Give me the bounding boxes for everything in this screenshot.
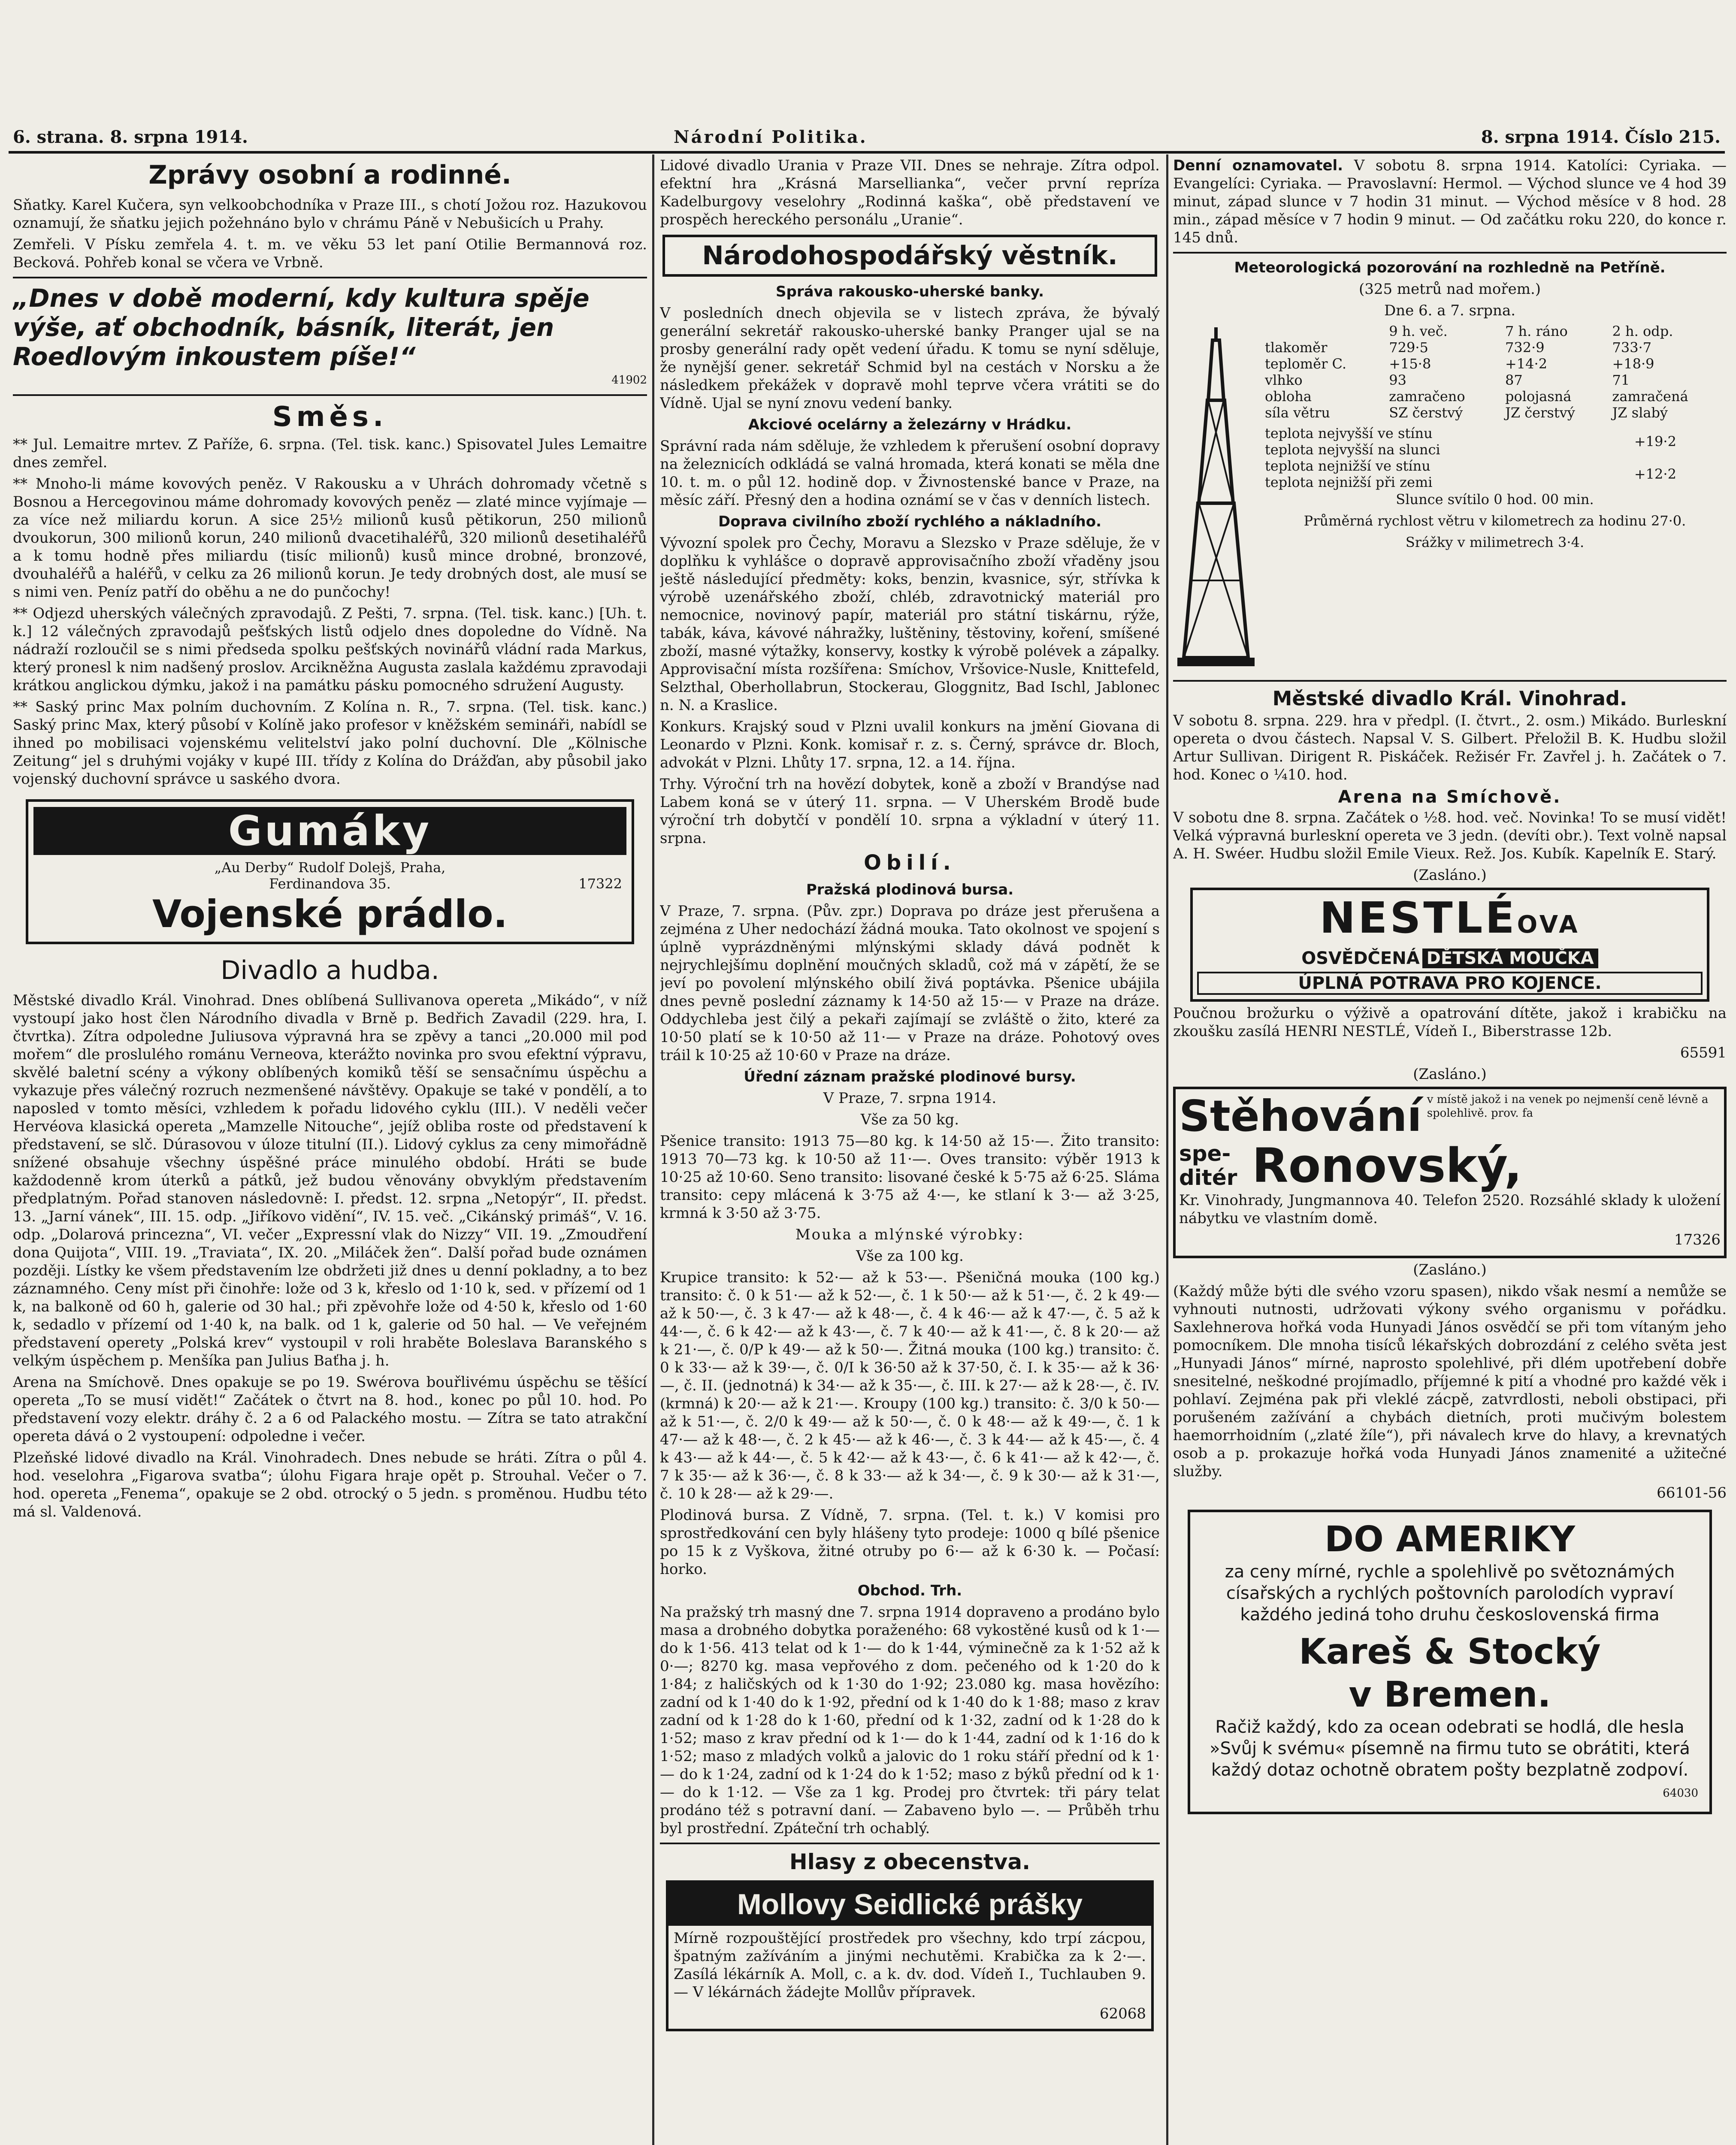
met-cell: +18·9 xyxy=(1612,356,1654,372)
article-marriage: Sňatky. Karel Kučera, syn velkoobchodníka v Praze III., s chotí Jožou roz. Hazukovou oznamují, že sňatku jejich požehnáno bylo v chrámu Páně v Nebušicích u Prahy. xyxy=(13,196,647,232)
article-bank: V posledních dnech objevila se v listech zpráva, že bývalý generální sekretář rakousko-uherské banky Pranger ujal se na prosby generální rady opět vedení úřadu. K tomu se nyní sděluje, že nynější gener. sekretář Schmid byl na cestách v Norsku a že následkem překážek v dopravě mohl teprve včera vrátiti se do Vídně. Ujal se nyní znovu vedení banky. xyxy=(660,305,1160,412)
section-title-grain: Obilí. xyxy=(864,851,956,875)
ink-slogan: „Dnes v době moderní, kdy kultura spěje výše, ať obchodník, básník, literát, jen Roedlovým inkoustem píše!“ xyxy=(13,284,590,371)
section-title-public-voices: Hlasy z obecenstva. xyxy=(789,1849,1031,1874)
met-cell: 71 xyxy=(1612,372,1630,388)
ad-gumaky-bottom: Vojenské prádlo. xyxy=(152,892,508,936)
page-header xyxy=(4,124,1729,150)
ad-gumaky-title: Gumáky xyxy=(33,807,626,855)
ad-nestle-ova: OVA xyxy=(1517,911,1580,939)
hunyadi-number: 66101-56 xyxy=(1657,1484,1727,1502)
met-cell: 729·5 xyxy=(1389,339,1428,356)
ad-ronovsky-top xyxy=(1179,1093,1721,1140)
heading-steelworks: Akciové ocelárny a železárny v Hrádku. xyxy=(748,416,1072,433)
met-cell: síla větru xyxy=(1265,405,1330,421)
ad-gumaky xyxy=(26,799,634,944)
met-cell: 732·9 xyxy=(1505,339,1545,356)
heading-bourse: Pražská plodinová bursa. xyxy=(806,881,1014,898)
ad-ronovsky-name: Ronovský, xyxy=(1252,1138,1522,1193)
ad-nestle-bottom: ÚPLNÁ POTRAVA PRO KOJENCE. xyxy=(1197,972,1703,995)
bourse-prices-grain: Pšenice transito: 1913 75—80 kg. k 14·50 až 15·—. Žito transito: 1913 70—73 kg. k 10·50 až 11·—. Oves transito: výběr 1913 k 10·25 až 10·60. Seno transito: lisované české k 5·75 až 6·25. Sláma transito: cepy mlácená k 3·75 až 4·—, ke stlaní k 3·— až 3·25, krmná k 3·50 až 3·75. xyxy=(660,1133,1160,1222)
vinohrady-program: V sobotu 8. srpna. 229. hra v předpl. (I. čtvrt., 2. osm.) Mikádo. Burleskní opereta o dvou částech. Napsal V. S. Gilbert. Přeložil B. K. Hudbu složil Artur Sullivan. Dirigent R. Piskáček. Režisér Fr. Zavřel j. h. Začátek o 7. hod. Konec o ¼10. hod. xyxy=(1173,712,1727,783)
section-title-smes: Směs. xyxy=(272,401,388,433)
ad-america-text: za ceny mírné, rychle a spolehlivě po světoznámých císařských a rychlých poštovních parolodích vypraví každého jediná toho druhu československá firma xyxy=(1225,1562,1675,1625)
ad-america-footer: Račiž každý, kdo za ocean odebrati se hodlá, dle hesla »Svůj k svému« písemně na firmu tuto se obrátiti, která každý dotaz ochotně obratem pošty bezplatně zodpoví. xyxy=(1210,1717,1690,1780)
ad-nestle xyxy=(1190,888,1709,1002)
section-title-economy-box xyxy=(662,235,1157,277)
heading-official-record: Úřední záznam pražské plodinové bursy. xyxy=(744,1068,1076,1085)
zaslano-label: (Zasláno.) xyxy=(1413,867,1487,884)
ad-gumaky-line1: „Au Derby“ Rudolf Dolejš, Praha, xyxy=(214,859,446,876)
ad-america-title: DO AMERIKY xyxy=(1325,1519,1575,1560)
precipitation: Srážky v milimetrech 3·4. xyxy=(1405,534,1585,550)
met-head-cell xyxy=(1263,323,1387,339)
met-cell: 87 xyxy=(1505,372,1523,388)
ad-ronovsky-address: Kr. Vinohrady, Jungmannova 40. Telefon 2520. Rozsáhlé sklady k uložení nábytku ve vlastním domě. xyxy=(1179,1192,1721,1227)
temp-value: +12·2 xyxy=(1634,466,1676,482)
nestle-number: 65591 xyxy=(1680,1044,1727,1061)
ad-ronovsky xyxy=(1173,1087,1727,1258)
column-2 xyxy=(660,157,1160,2145)
ad-moll xyxy=(666,1880,1154,2031)
nestle-text: Poučnou brožurku o výživě a opatrování dítěte, jakož i krabičku na zkoušku zasílá HENRI NESTLÉ, Vídeň I., Biberstrasse 12b. xyxy=(1173,1005,1727,1040)
article-hunyadi: (Každý může býti dle svého vzoru spasen), nikdo však nesmí a nemůže se vyhnouti nutnosti, udržovati výkony svého organismu v pořádku. Saxlehnerova hořká voda Hunyadi János osvědčí se při tom vítaným jeho pomocníkem. Dle mnoha tisíců lékařských dobrozdání z celého světa jest „Hunyadi János“ mírné, naprosto spolehlivé, při dlém upotřebení dobře snesitelné, neškodné projímadlo, příjemné k pití a vhodné pro každé věk i pohlaví. Zejména pak při vleklé zácpě, zatvrdlosti, neboli obstipaci, při porušeném zažívání a chybách dietních, proti mučivým bolestem haemorrhoidním („zlaté žíle“), při návalech krve do hlavy, a krevnatých osob a p. prokazuje hořká voda Hunyadi János znamenité a užitečné služby. xyxy=(1173,1283,1727,1480)
ad-america-firm: Kareš & Stocký xyxy=(1299,1631,1601,1672)
slogan-number: 41902 xyxy=(611,374,647,387)
ad-america xyxy=(1188,1510,1712,1814)
met-cell: tlakoměr xyxy=(1265,339,1328,356)
ad-ronovsky-side: v místě jakož i na venek po nejmenší ceně lévně a spolehlivě. prov. fa xyxy=(1427,1093,1709,1120)
met-cell: zamračená xyxy=(1612,388,1688,405)
meteorology-date: Dne 6. a 7. srpna. xyxy=(1384,302,1516,319)
heading-transport: Doprava civilního zboží rychlého a nákladního. xyxy=(718,513,1102,530)
zaslano-label: (Zasláno.) xyxy=(1413,1261,1487,1278)
met-cell: obloha xyxy=(1265,388,1312,405)
column-1 xyxy=(13,157,647,2145)
heading-daily-notice: Denní oznamovatel. xyxy=(1173,157,1343,174)
met-cell: polojasná xyxy=(1505,388,1572,405)
arena-program: V sobotu dne 8. srpna. Začátek o ½8. hod. več. Novinka! To se musí vidět! Velká výpravná burleskní opereta ve 3 jedn. (devíti obr.). Text volně napsal A. H. Swéer. Hudbu složil Emile Vieux. Rež. Jos. Kubík. Kapelník E. Starý. xyxy=(1173,809,1727,862)
temperature-table xyxy=(1263,425,1727,490)
ad-nestle-right: DĚTSKÁ MOUČKA xyxy=(1422,949,1598,968)
meteorology-altitude: (325 metrů nad mořem.) xyxy=(1358,281,1541,298)
met-row xyxy=(1263,388,1727,405)
bourse-prices-flour: Krupice transito: k 52·— až k 53·—. Pšeničná mouka (100 kg.) transito: č. 0 k 51·— až k 52·—, č. 1 k 50·— až k 51·—, č. 2 k 49·— až k 50·—, č. 3 k 47·— až k 48·—, č. 4 k 46·— až k 47·—, č. 5 až k 44·—, č. 6 k 42·— až k 43·—, č. 7 k 40·— až k 41·—, č. 8 k 20·— až k 21·—, č. 0/P k 49·— až k 50·—. Žitná mouka (100 kg.) transito: č. 0 k 33·— až k 39·—, č. 0/I k 36·50 až k 37·50, č. I. k 35·— až k 36·—, č. II. (jednotná) k 34·— až k 35·—, č. III. k 27·— až k 28·—, č. IV. (krmná) k 20·— až k 21·—. Kroupy (100 kg.) transito: č. 3/0 k 50·— až k 51·—, č. 2/0 k 49·— až k 50·—, č. 0 k 48·— až k 49·—, č. 1 k 47·— až k 48·—, č. 2 k 45·— až k 46·—, č. 3 k 44·— až k 45·—, č. 4 k 43·— až k 44·—, č. 5 k 42·— až k 43·—, č. 6 k 41·— až k 42·—, č. 7 k 35·— až k 36·—, č. 8 k 33·— až k 34·—, č. 9 k 30·— až k 31·—, č. 10 k 28·— až k 29·—. xyxy=(660,1269,1160,1502)
petrin-tower-icon xyxy=(1173,323,1259,675)
met-cell: +14·2 xyxy=(1505,356,1548,372)
section-title-personal: Zprávy osobní a rodinné. xyxy=(148,160,511,190)
met-row xyxy=(1263,356,1727,372)
temp-label: teplota nejnižší při zemi xyxy=(1265,474,1433,490)
ad-america-number: 64030 xyxy=(1663,1787,1698,1800)
sunshine: Slunce svítilo 0 hod. 00 min. xyxy=(1396,491,1594,508)
ad-ronovsky-middle xyxy=(1179,1140,1721,1191)
article-deaths: Zemřeli. V Písku zemřela 4. t. m. ve věku 53 let paní Otilie Bermannová roz. Becková. Pohřeb konal se včera ve Vrbně. xyxy=(13,236,647,271)
ad-moll-title: Mollovy Seidlické prášky xyxy=(668,1883,1151,1926)
article-transport: Vývozní spolek pro Čechy, Moravu a Slezsko v Praze sděluje, že v doplňku k vyhlášce o dopravě approvisačního zboží vřaděny jsou ještě následující předměty: koks, benzin, kvasnice, sýr, střívka k výrobě uzenářského zboží, chléb, zdravotnický materiál pro nemocnice, novinový papír, materiál pro státní tiskárnu, rýže, tabák, káva, kávové náhražky, luštěniny, těstoviny, koření, smíšené zboží, masné výtažky, konservy, kostky k výrobě polévek a zápalky. Approvisační místa rozšířena: Smíchov, Vršovice-Nusle, Knittefeld, Selzthal, Oberhollabrun, Stockerau, Gloggnitz, Bad Ischl, Jablonec n. N. a Kraslice. xyxy=(660,535,1160,714)
met-row xyxy=(1263,339,1727,356)
article-vienna-bourse: Plodinová bursa. Z Vídně, 7. srpna. (Tel. t. k.) V komisi pro sprostředkování cen byly hlášeny tyto prodeje: 1000 q bílé pšenice po 15 k z Vyškova, žitné otruby po 6·— až k 6·30 k. — Počasí: horko. xyxy=(660,1507,1160,1578)
column-3 xyxy=(1173,157,1727,2145)
header-right: 8. srpna 1914. Číslo 215. xyxy=(1481,127,1721,147)
ad-gumaky-line2 xyxy=(33,876,626,892)
ad-moll-number: 62068 xyxy=(1099,2005,1146,2022)
article-coins: ** Mnoho-li máme kovových peněz. V Rakousku a v Uhrách dohromady včetně s Bosnou a Hercegovinou máme dohromady kovových peněz — zlaté mince vyjímaje — za více než miliardu korun. A sice 25½ milionů kusů pětikorun, 250 milionů dvoukorun, 300 milionů korun, 240 milionů dvacetihaléřů, 320 milionů desetihaléřů a k tomu hodně přes miliardu (tisíc milionů) kusů mince drobné, bronzové, dvouhaléřů a haléřů, v celku za 26 milionů korun. Je tedy drobných dost, ale musí se s nimi ven. Peníz patří do oběhu a ne do punčochy! xyxy=(13,475,647,601)
header-left: 6. strana. 8. srpna 1914. xyxy=(13,127,248,147)
article-markets: Trhy. Výroční trh na hovězí dobytek, koně a zboží v Brandýse nad Labem koná se v úterý 11. srpna. — V Uherském Brodě bude výroční trh dobytčí v pondělí 10. srpna a výkladní v úterý 11. srpna. xyxy=(660,776,1160,847)
ad-ronovsky-title: Stěhování xyxy=(1179,1091,1422,1141)
met-header-row xyxy=(1263,323,1727,339)
ad-nestle-left: OSVĚDČENÁ xyxy=(1301,949,1420,968)
temp-row xyxy=(1263,425,1727,441)
temp-label: teplota nejnižší ve stínu xyxy=(1265,458,1431,474)
met-head-cell: 7 h. ráno xyxy=(1505,323,1568,339)
bourse-flour-heading: Mouka a mlýnské výrobky: xyxy=(795,1226,1025,1243)
heading-vinohrady-theatre: Městské divadlo Král. Vinohrad. xyxy=(1272,687,1627,710)
article-arena-smichov: Arena na Smíchově. Dnes opakuje se po 19. Swérova bouřlivému úspěchu se těšící opereta „To se musí vidět!“ Začátek o čtvrt na 8. hod., konec po půl 10. hod. Po představení vozy elektr. dráhy č. 2 a 6 od Palackého mostu. — Zítra se tato atrakční opereta dává o 2 vystoupení: odpoledne i večer. xyxy=(13,1374,647,1445)
met-cell: zamračeno xyxy=(1389,388,1465,405)
meteorology-table xyxy=(1263,323,1727,421)
met-cell: 733·7 xyxy=(1612,339,1652,356)
met-head-cell: 9 h. več. xyxy=(1389,323,1448,339)
heading-arena: Arena na Smíchově. xyxy=(1338,787,1562,807)
met-cell: JZ slabý xyxy=(1612,405,1668,421)
article-bankruptcy: Konkurs. Krajský soud v Plzni uvalil konkurs na jmění Giovana di Leonardo v Plzni. Konk. komisař r. z. s. Černý, správce dr. Bloch, advokát v Plzni. Lhůty 17. srpna, 12. a 14. října. xyxy=(660,718,1160,771)
header-rule xyxy=(9,151,1725,154)
article-meat-market: Na pražský trh masný dne 7. srpna 1914 dopraveno a prodáno bylo masa a drobného dobytka poraženého: 68 vykostěné kusů od k 1·— do k 1·56. 413 telat od k 1·— do k 1·44, výminečně za k 1·52 až k 0·—; 8270 kg. masa vepřového z dom. pečeného od k 1·20 do k 1·84; z haličských od k 1·30 do 1·92; 23.080 kg. masa hovězího: zadní od k 1·40 do k 1·92, přední od k 1·40 do k 1·88; maso z krav zadní od k 1·28 do k 1·60, přední od k 1·32, zadní od k 1·28 do k 1·52; maso z krav přední od k 1·— do k 1·44, zadní od k 1·16 do k 1·52; maso z mladých volků a jalovic do 1 roku stáří přední od k 1·— do k 1·24, zadní od k 1·24 do k 1·52; maso z býků přední od k 1·— do k 1·12. — Vše za 1 kg. Prodej pro čtvrtek: tři páry telat prodáno též s potravní daní. — Zabaveno bylo —. — Průběh trhu byl prostřední. Zpáteční trh ochablý. xyxy=(660,1604,1160,1837)
met-row xyxy=(1263,372,1727,388)
article-steelworks: Správní rada nám sděluje, že vzhledem k přerušení osobní dopravy na železnicích odkládá se valná hromada, která konati se měla dne 10. t. m. o půl 12. hodině dop. v Živnostenské bance v Praze, na měsíc září. Přesný den a hodina oznámí se v čas v denních listech. xyxy=(660,438,1160,509)
temp-label: teplota nejvyšší ve stínu xyxy=(1265,425,1433,441)
met-cell: vlhko xyxy=(1265,372,1303,388)
divider xyxy=(13,277,647,278)
ad-gumaky-street: Ferdinandova 35. xyxy=(269,876,391,892)
bourse-unit-50: Vše za 50 kg. xyxy=(860,1111,959,1128)
section-title-economy: Národohospodářský věstník. xyxy=(702,241,1118,271)
heading-bank: Správa rakousko-uherské banky. xyxy=(776,283,1044,300)
zaslano-label: (Zasláno.) xyxy=(1413,1066,1487,1083)
article-urania: Lidové divadlo Urania v Praze VII. Dnes se nehraje. Zítra odpol. efektní hra „Krásná Marsellianka“, večer první repríza Kadelburgovy veselohry „Rodinná kaška“, obě představení ve prospěch hereckého personálu „Uranie“. xyxy=(660,157,1160,228)
header-masthead: Národní Politika. xyxy=(674,127,868,147)
met-cell: SZ čerstvý xyxy=(1389,405,1463,421)
ad-nestle-brand xyxy=(1197,894,1703,949)
article-lemaitre: ** Jul. Lemaitre mrtev. Z Paříže, 6. srpna. (Tel. tisk. kanc.) Spisovatel Jules Lemaitre dnes zemřel. xyxy=(13,436,647,471)
divider xyxy=(660,1843,1160,1844)
wind-speed: Průměrná rychlost větru v kilometrech za hodinu 27·0. xyxy=(1304,513,1686,529)
meteorology-block xyxy=(1173,323,1727,675)
heading-meteorology: Meteorologická pozorování na rozhledně na Petříně. xyxy=(1234,259,1666,276)
article-prince-max: ** Saský princ Max polním duchovním. Z Kolína n. R., 7. srpna. (Tel. tisk. kanc.) Saský princ Max, který působí v Kolíně jako profesor v kněžském semináři, nabídl se ihned po mobilisaci vojenskému velitelství jako polní duchovní. Dle „Kölnische Zeitung“ jel s druhými vojáky v kupé III. třídy z Kolína do Drážďan, aby působil jako vojenský duchovní správce u saského dvora. xyxy=(13,698,647,788)
ad-moll-text: Mírně rozpouštějící prostředek pro všechny, kdo trpí zácpou, špatným zažíváním a jinými nechutěmi. Krabička za k 2·—. Zasílá lékárník A. Moll, c. a k. dv. dod. Vídeň I., Tuchlauben 9. — V lékárnách žádejte Mollův přípravek. xyxy=(674,1930,1146,2001)
met-cell: teploměr C. xyxy=(1265,356,1347,372)
ad-nestle-top: NESTLÉ xyxy=(1319,893,1517,943)
meteorology-data xyxy=(1263,323,1727,675)
article-vinohrady-theatre: Městské divadlo Král. Vinohrad. Dnes oblíbená Sullivanova opereta „Mikádo“, v níž vystoupí jako host člen Národního divadla v Brně p. Bedřich Zavadil (229. hra, I. čtvrtka). Zítra odpoledne Juliusova výpravná hra se zpěvy a tanci „20.000 mil pod mořem“ dle proslulého románu Verneova, kterážto novinka pro svou efektní výpravu, skvělé baletní scény a výkony oblíbených komiků těší se sensačnímu úspěchu a vykazuje přes válečný rozruch nezmenšené návštěvy. Opakuje se také v pondělí, a to naposled v tomto měsíci, vzhledem k pořadu lidového cyklu (III.). V neděli večer Hervéova klasická opereta „Mamzelle Nitouche“, jejíž obliba roste od představení k představení, se slč. Dúrasovou v úloze titulní (II.). Lidový cyklus za ceny mimořádně snížené obsahuje všechny úspěšné práce minulého období. Hráti se bude každodenně krom úterků a pátků, jež budou věnovány obvyklým představením předplatným. Pořad stanoven následovně: I. předst. 12. srpna „Netopýr“, II. předst. 13. „Jarní vánek“, III. 15. odp. „Jiříkovo vidění“, IV. 15. več. „Cikánský primáš“, V. 16. odp. „Dolarová princezna“, VI. večer „Expressní vlak do Nizzy“ VII. 19. „Zmoudření dona Quijota“, VIII. 19. „Traviata“, IX. 20. „Miláček žen“. Další pořad bude oznámen později. Lístky ke všem představením lze obdržeti již dnes u denní pokladny, a to bez záznamného. Ceny míst při činohře: lože od 3 k, křeslo od 1·10 k, sed. v přízemí od 1 k, na balkoně od 60 h, galerie od 30 hal.; při zpěvohře lože od 4·50 k, křeslo od 1·60 k, sedadlo v přízemí od 1·40 k, na balk. od 1 k, galerie od 50 hal. — Ve veřejném představení operety „Polská krev“ vystoupil v roli hraběte Boleslava Baranského s velkým úspěchem p. Menšíka pan Julius Baťha j. h. xyxy=(13,992,647,1369)
met-cell: 93 xyxy=(1389,372,1406,388)
heading-meat-market: Obchod. Trh. xyxy=(857,1582,962,1599)
ad-ronovsky-number: 17326 xyxy=(1674,1231,1721,1248)
divider xyxy=(13,394,647,396)
divider xyxy=(1173,252,1727,254)
temp-row xyxy=(1263,458,1727,474)
temp-value: +19·2 xyxy=(1634,433,1676,450)
bourse-date: V Praze, 7. srpna 1914. xyxy=(823,1090,997,1107)
ad-ronovsky-sped: spe-ditér xyxy=(1179,1141,1237,1190)
met-head-cell: 2 h. odp. xyxy=(1612,323,1673,339)
section-title-theatre: Divadlo a hudba. xyxy=(221,955,439,985)
column-rule-2 xyxy=(1166,154,1168,2145)
article-bourse: V Praze, 7. srpna. (Pův. zpr.) Doprava po dráze jest přerušena a zejména z Uher nedochází žádná mouka. Tato okolnost ve spojení s úplně vyprázdněnými mlýnskými sklady dává podnět k nejrychlejšímu doplnění moučných skladů, což má v zápětí, že se jeví po povolení mlýnského obilí živá poptávka. Pšenice ubájila dnes pevně poslední záznamy k 14·50 až 15·— v Praze na dráze. Oddychleba jest čilý a pekaři zajímají se zvláště o žito, které za 10·50 platí se k 10·50 až 11·— v Praze na dráze. Pohotový oves tráil k 10·25 až 10·60 v Praze na dráze. xyxy=(660,903,1160,1064)
ad-nestle-line xyxy=(1197,949,1703,968)
met-cell: +15·8 xyxy=(1389,356,1431,372)
divider xyxy=(1173,680,1727,682)
met-row xyxy=(1263,405,1727,421)
article-correspondents: ** Odjezd uherských válečných zpravodajů. Z Pešti, 7. srpna. (Tel. tisk. kanc.) [Uh. t. k.] 12 válečných zpravodajů pešťských listů odjelo dnes dopoledne do Vídně. Na nádraží rozloučil se s nimi předseda spolku pešťských novinářů vládní rada Markus, který pronesl k nim nadšený proslov. Arcikněžna Augusta zaslala každému zpravodaji krátkou anglickou dýmku, jakož i na památku pásku pomocného sdružení Augusty. xyxy=(13,605,647,694)
temp-label: teplota nejvyšší na slunci xyxy=(1265,441,1440,458)
ad-gumaky-number: 17322 xyxy=(578,876,622,892)
article-plzen-theatre: Plzeňské lidové divadlo na Král. Vinohradech. Dnes nebude se hráti. Zítra o půl 4. hod. veselohra „Figarova svatba“; úlohu Figara hraje opět p. Strouhal. Večer o 7. hod. opereta „Fenema“, opakuje se 2 obd. otrocký o 5 jedn. s proměnou. Hudbu této má sl. Valdenová. xyxy=(13,1449,647,1520)
daily-notice-text: V sobotu 8. srpna 1914. Katolíci: Cyriaka. — Evangelíci: Cyriaka. — Pravoslavní: Hermol. — Východ slunce ve 4 hod 39 minut, západ slunce v 7 hodin 31 minut. — Východ měsíce v 8 hod. 28 min., západ měsíce v 7 hodin 9 minut. — Od začátku roku 220, do konce r. 145 dnů. xyxy=(1173,157,1727,246)
daily-notice xyxy=(1173,157,1727,247)
ad-america-city: v Bremen. xyxy=(1349,1674,1551,1715)
column-rule-1 xyxy=(652,154,654,2145)
met-cell: JZ čerstvý xyxy=(1505,405,1575,421)
bourse-unit-100: Vše za 100 kg. xyxy=(856,1248,964,1265)
